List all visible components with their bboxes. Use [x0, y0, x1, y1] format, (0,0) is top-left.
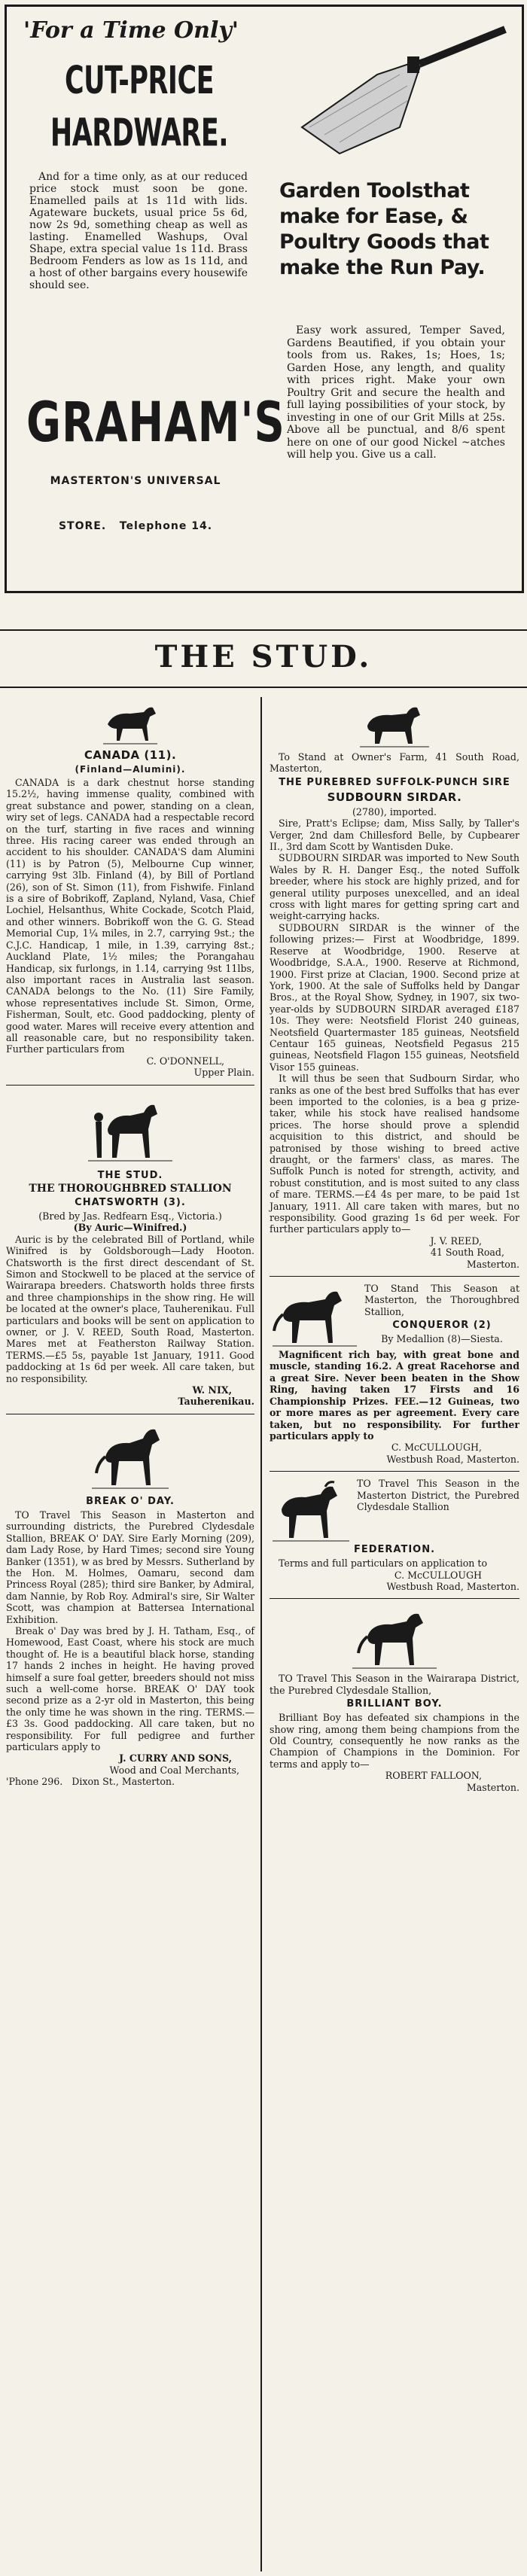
- breakoday-body-1: TO Travel This Season in Masterton and surrounding districts, the Purebred Clydesdale Stallion, BREAK O' DAY. Sire Early Morning (209), dam Lady Rose, by Hard Times; second sire Young Banker (1351), w as bred by Messrs. Sutherland by the Hon. M. Holmes, Oamaru, second dam Princess Royal (285); third sire Banker, by Admiral, dam Nannie, by Rob Roy. Admiral's sire, Sir Walter Scott, was champion at Battersea International Exhibition.: [6, 1509, 254, 1625]
- garden-body: Easy work assured, Temper Saved, Gardens Beautified, if you obtain your tools from us. Rakes, 1s; Hoes, 1s; Garden Hose, any length, and quality with prices right. Make your own Poultry Grit and secure the health and full laying possibilities of your stock, by investing in one of our Grit Mills at 25s. Above all be punctual, and 8/6 spent here on one of our good Nickel ~atches will help you. Give us a call.: [287, 324, 505, 461]
- chatsworth-location: Tauherenikau.: [178, 1396, 254, 1408]
- sudbourn-title: THE PUREBRED SUFFOLK-PUNCH SIRE: [279, 776, 510, 788]
- garden-headline: Garden Toolsthat make for Ease, & Poultry Goods that make the Run Pay.: [279, 179, 489, 279]
- conqueror-listing: [270, 1283, 519, 1465]
- ad-body: And for a time only, as at our reduced price stock must soon be gone. Enamelled pails at 1s 11d with lids. Agateware buckets, usual price 5s 6d, now 2s 9d, something cheap as well as lasting. Enamelled Washups, Oval Shape, extra special value 1s 11d. Brass Bedroom Fenders as low as 1s 11d, and a host of other bargains every housewife should see.: [29, 171, 248, 291]
- horse-icon: [270, 1479, 352, 1542]
- brilliant-body: Brilliant Boy has defeated six champions in the show ring, among them being champions from the Old Country, consequently he now ranks as the Champion of Champions in the Dominion. For terms and apply to—: [270, 1712, 519, 1770]
- canada-listing: [6, 703, 254, 1079]
- brilliant-signature: ROBERT FALLOON,: [385, 1770, 482, 1782]
- divider: [270, 1276, 519, 1277]
- brilliant-intro: TO Travel This Season in the Wairarapa District, the Purebred Clydesdale Stallion,: [270, 1673, 519, 1696]
- conqueror-body: Magnificent rich bay, with great bone and muscle, standing 16.2. A great Racehorse and a great Sire. Never been beaten in the Show Ring, having taken 17 Firsts and 16 Championship Prizes. FEE.—12 Guineas, two or more mares as per agreement. Every care taken, but no responsibility. For further particulars apply to: [270, 1349, 519, 1442]
- chatsworth-label: THE STUD.: [97, 1169, 163, 1181]
- ad-headline: CUT-PRICE HARDWARE.: [50, 59, 229, 156]
- federation-name: FEDERATION.: [353, 1544, 436, 1556]
- hoe-icon: [287, 14, 513, 165]
- conqueror-intro: TO Stand This Season at Masterton, the Thoroughbred Stallion,: [364, 1283, 519, 1317]
- sudbourn-listing: [270, 703, 519, 1270]
- section-rule-top: [0, 629, 527, 631]
- horse-icon: [89, 1420, 172, 1493]
- conqueror-name: CONQUEROR (2): [392, 1320, 492, 1332]
- divider: [270, 1598, 519, 1599]
- conqueror-by: By Medallion (8)—Siesta.: [381, 1333, 503, 1345]
- breakoday-contact: 'Phone 296. Dixon St., Masterton.: [6, 1776, 175, 1788]
- left-column: [6, 700, 254, 1788]
- sudbourn-location: Masterton.: [466, 1258, 519, 1270]
- conqueror-signature: C. McCULLOUGH,: [391, 1442, 482, 1454]
- chatsworth-name: CHATSWORTH (3).: [75, 1196, 186, 1208]
- divider: [6, 1085, 254, 1086]
- store-sub: MASTERTON'S UNIVERSAL: [50, 475, 221, 487]
- brilliant-name: BRILLIANT BOY.: [346, 1698, 443, 1710]
- breakoday-body-2: Break o' Day was bred by J. H. Tatham, Esq., of Homewood, East Coast, where his stock are much thought of. He is a beautiful black horse, standing 17 hands 2 inches in height. He having proved himself a sure foal getter, breeders should not miss such a well-come horse. BREAK O' DAY took second prize as a 2-yr old in Masterton, this being the only time he was shown in the ring. TERMS.—£3 3s. Good paddocking. All care taken, but no responsibility. For full pedigree and further particulars apply to: [6, 1624, 254, 1752]
- federation-intro: TO Travel This Season in the Masterton District, the Purebred Clydesdale Stallion: [357, 1478, 519, 1512]
- sudbourn-address: 41 South Road,: [430, 1247, 504, 1259]
- canada-signature: C. O'DONNELL,: [146, 1055, 224, 1067]
- conqueror-address: Westbush Road, Masterton.: [386, 1453, 519, 1465]
- right-column: [270, 700, 519, 1793]
- store-line: STORE. Telephone 14.: [58, 520, 213, 532]
- chatsworth-body: Auric is by the celebrated Bill of Portland, while Winifred is by Goldsborough—Lady Hooton. Chatsworth is the first direct descendant of St. Simon and Stockwell to be placed at the service of Wairarapa breeders. Chatsworth holds three firsts and three championships in the show ring. He will be located at the owner's place, Tauherenikau. Full particulars and books will be sent on application to owner, or J. V. REED, South Road, Masterton. Mares met at Featherston Railway Station. TERMS.—£5 5s, payable 1st January, 1911. Good paddocking at 1s 6d per week. All care taken, but no responsibility.: [6, 1233, 254, 1384]
- sudbourn-body-1: Sire, Pratt's Eclipse; dam, Miss Sally, by Taller's Verger, 2nd dam Chillesford Belle, by Cupbearer II., 3rd dam Scott by Wantisden Duke.: [270, 818, 519, 853]
- breakoday-listing: [6, 1420, 254, 1788]
- canada-location: Upper Plain.: [193, 1067, 254, 1079]
- brilliant-location: Masterton.: [466, 1781, 519, 1793]
- chatsworth-listing: [6, 1092, 254, 1408]
- sudbourn-intro: To Stand at Owner's Farm, 41 South Road, Masterton,: [270, 751, 519, 775]
- horse-icon: [357, 703, 432, 748]
- horse-icon: [270, 1284, 360, 1347]
- canada-subtitle: (Finland—Alumini).: [75, 764, 186, 775]
- horse-icon: [349, 1605, 440, 1670]
- federation-listing: [270, 1478, 519, 1592]
- chatsworth-signature: W. NIX,: [192, 1384, 232, 1396]
- chatsworth-title: THE THOROUGHBRED STALLION: [29, 1182, 232, 1195]
- brilliant-listing: [270, 1605, 519, 1793]
- horse-icon: [85, 1092, 175, 1167]
- horse-icon: [100, 703, 160, 745]
- section-title: THE STUD.: [154, 639, 373, 674]
- hardware-advertisement: [5, 5, 524, 593]
- canada-title: CANADA (11).: [84, 748, 177, 762]
- chatsworth-bred: (Bred by Jas. Redfearn Esq., Victoria.): [38, 1210, 222, 1222]
- column-divider: [260, 697, 262, 2571]
- chatsworth-by: (By Auric—Winifred.): [73, 1222, 187, 1234]
- divider: [270, 1471, 519, 1472]
- sudbourn-body-3: SUDBOURN SIRDAR is the winner of the following prizes:— First at Woodbridge, 1899. Reserve at Woodbridge, 1900. Reserve at Woodbridge, S.A.A., 1900. Reserve at Richmond, 1900. First prize at Clacian, 1900. Second prize at York, 1900. At the sale of Suffolks held by Dangar Bros., at the Royal Show, Sydney, in 1907, six two-year-olds by SUDBOURN SIRDAR averaged £187 10s. They were: Neotsfield Florist 240 guineas, Neotsfield Quartermaster 185 guineas, Neotsfield Centaur 165 guineas, Neotsfield Pegasus 215 guineas, Neotsfield Flagon 155 guineas, Neotsfield Visor 155 guineas.: [270, 921, 519, 1073]
- sudbourn-body-2: SUDBOURN SIRDAR was imported to New South Wales by R. H. Danger Esq., the noted Suffolk breeder, where his stock are highly prized, and for general utility purposes unexcelled, and an ideal cross with light mares for getting spring cart and weight-carrying hacks.: [270, 852, 519, 922]
- section-rule-bottom: [0, 687, 527, 688]
- federation-signature: C. McCULLOUGH: [394, 1569, 482, 1581]
- breakoday-title: BREAK O' DAY.: [86, 1495, 175, 1507]
- store-name: GRAHAM'S: [26, 391, 285, 455]
- ad-tagline: 'For a Time Only': [23, 17, 239, 44]
- breakoday-business: Wood and Coal Merchants,: [109, 1764, 239, 1776]
- federation-address: Westbush Road, Masterton.: [386, 1580, 519, 1592]
- canada-body: CANADA is a dark chestnut horse standing 15.2½, having immense quality, combined with great substance and power, standing on a clean, wiry set of legs. CANADA had a respectable record on the turf, starting in five races and winning three. His racing career was ended through an accident to his shoulder. CANADA'S dam Alumini (11) is by Patron (5), Melbourne Cup winner, carrying 9st 3lb. Finland (4), by Bill of Portland (26), son of St. Simon (11), from Fishwife. Finland is a sire of Bobrikoff, Zapland, Nyland, Vasa, Chief Lochiel, Helsanthus, White Cockade, Scotch Plaid, and other winners. Bobrikoff won the G. G. Stead Memorial Cup, 1¼ miles, in 2.7, carrying 9st.; the C.J.C. Handicap, 1 mile, in 1.39, carrying 8st.; Auckland Plate, 1½ miles; the Porangahau Handicap, six furlongs, in 1.14, carrying 9st 11lbs, also important races in Australia last season. CANADA belongs to the No. (11) Sire Family, whose representatives include St. Simon, Orme, Fisherman, Soult, etc. Good paddocking, plenty of good water. Mares will receive every attention and all reasonable care, but no responsibility taken. Further particulars from: [6, 777, 254, 1055]
- sudbourn-reg: (2780), imported.: [352, 805, 437, 818]
- sudbourn-body-4: It will thus be seen that Sudbourn Sirdar, who ranks as one of the best bred Suffolks that has ever been imported to the colonies, is a bea g prize-taker, while his stock have realised handsome prices. The horse should prove a splendid acquisition to this district, and should be patronised by those wishing to breed active draught, or the farmers' class, as mares. The Suffolk Punch is noted for strength, activity, and robust constitution, and is most suited to any class of mare. TERMS.—£4 4s per mare, to be paid 1st January, 1911. All care taken with mares, but no responsibility. Good grazing 1s 6d per week. For further particulars apply to—: [270, 1073, 519, 1235]
- federation-body: Terms and full particulars on application to: [279, 1557, 488, 1570]
- sudbourn-signature: J. V. REED,: [430, 1235, 482, 1247]
- breakoday-signature: J. CURRY AND SONS,: [119, 1752, 232, 1765]
- sudbourn-name: SUDBOURN SIRDAR.: [327, 790, 462, 804]
